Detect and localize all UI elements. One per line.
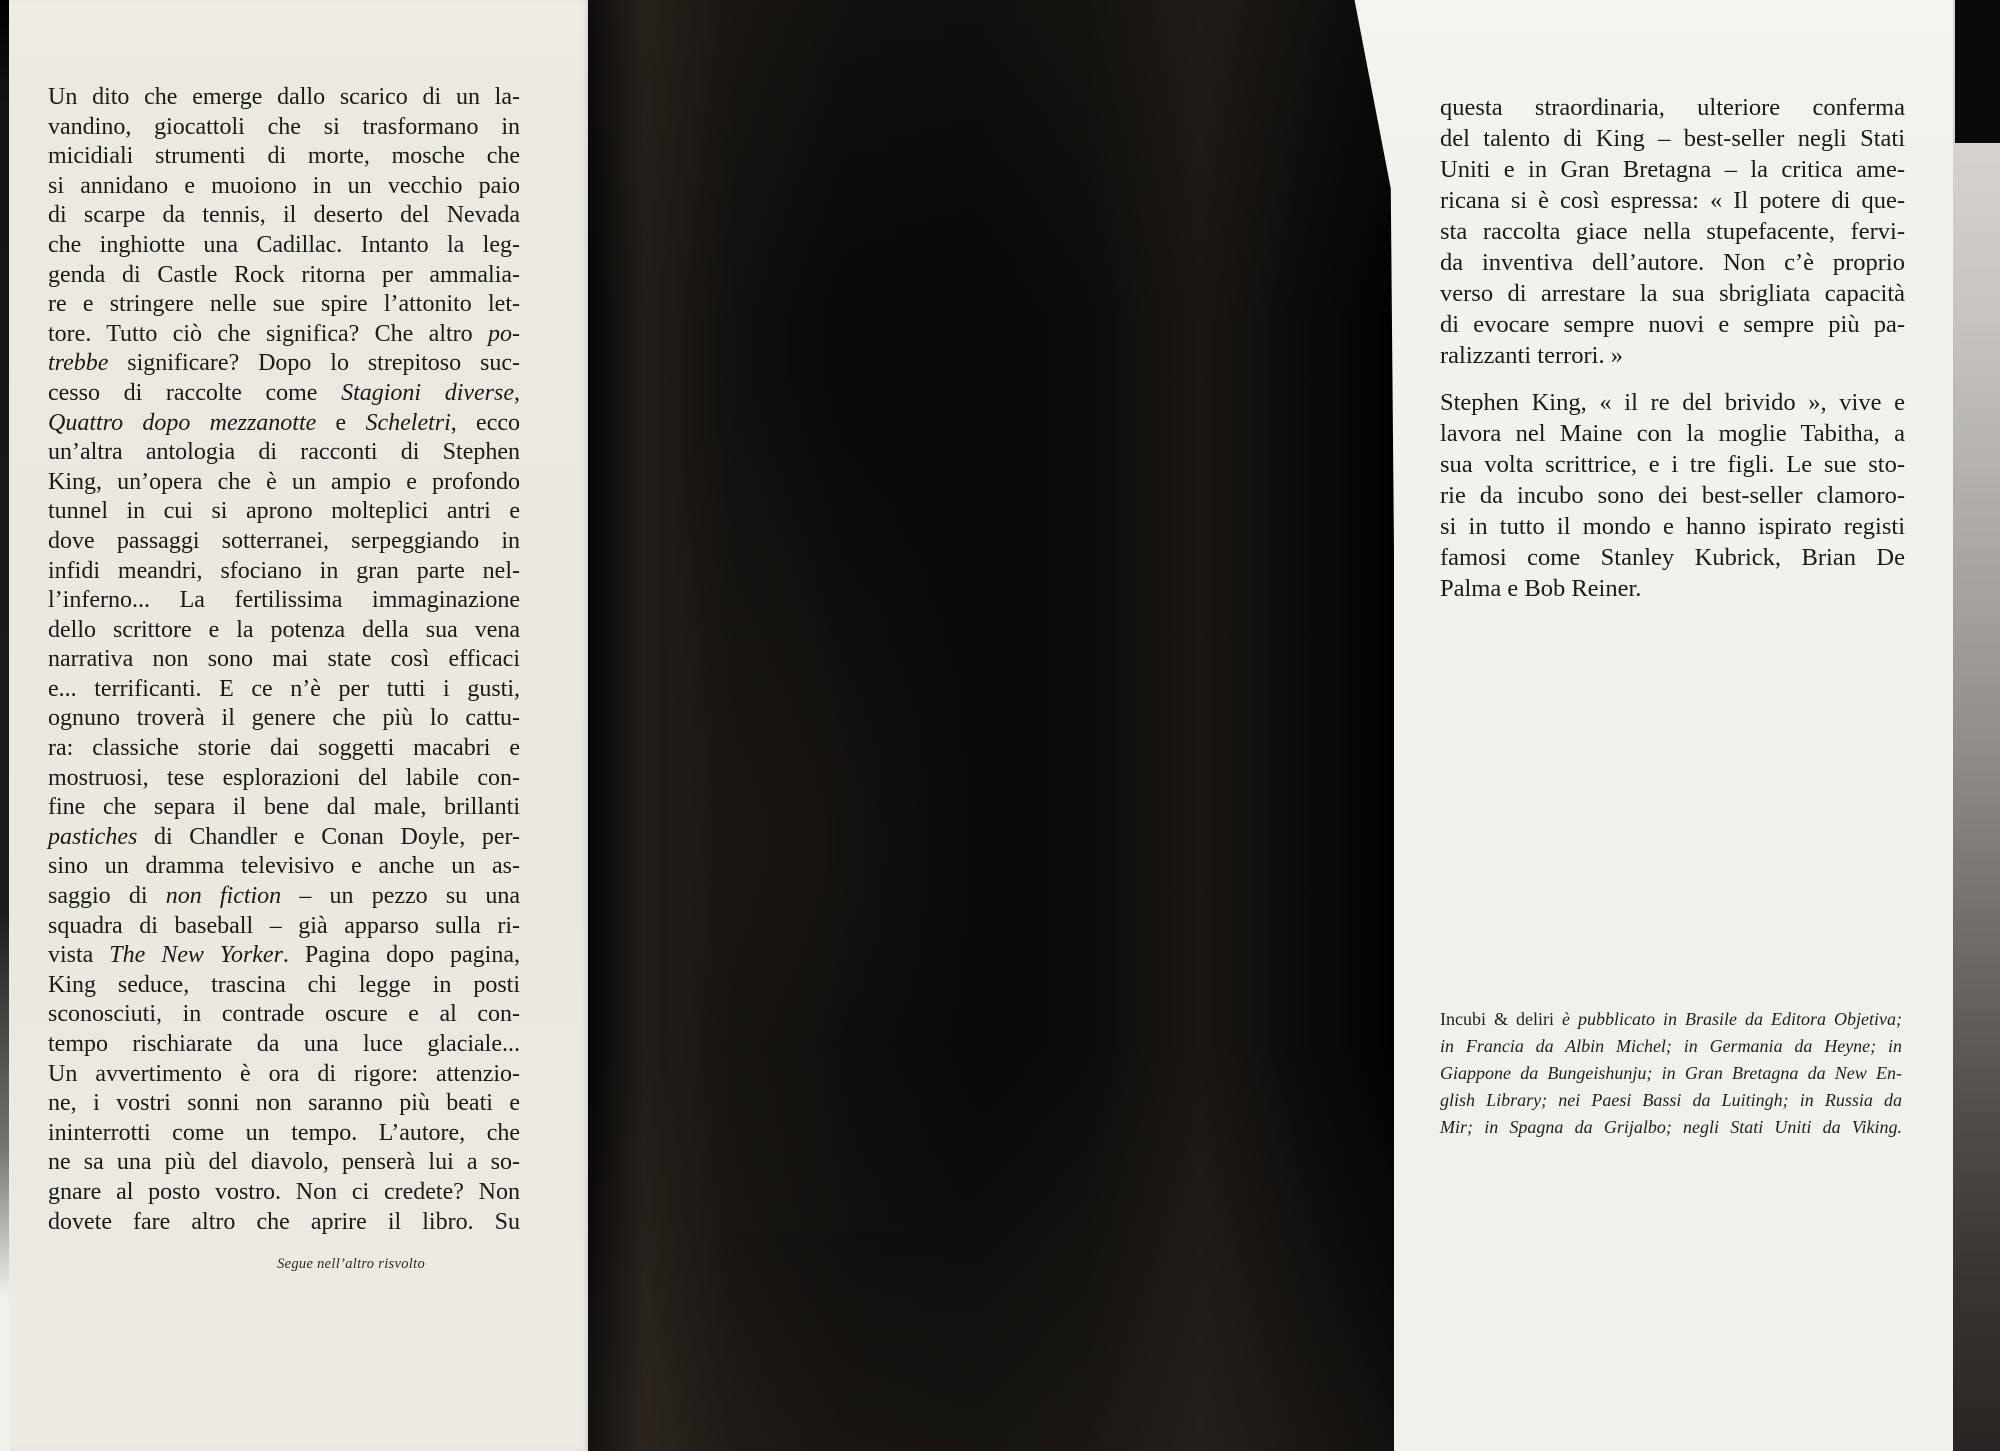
text-line: di evocare sempre nuovi e sempre più pa-: [1440, 311, 1905, 338]
text-line: King, un’opera che è un ampio e profondo: [48, 468, 520, 495]
text-line: dovete fare altro che aprire il libro. Su: [48, 1208, 520, 1235]
text-line: verso di arrestare la sua sbrigliata capacità: [1440, 280, 1905, 307]
text-line: tempo rischiarate da una luce glaciale...: [48, 1031, 520, 1057]
text-line: King seduce, trascina chi legge in posti: [48, 971, 520, 998]
text-line: Giappone da Bungeishunju; in Gran Bretagna da New En-: [1440, 1063, 1902, 1083]
left-flap-blurb: [48, 83, 520, 1237]
right-flap-review: [1440, 92, 1905, 371]
text-line: dove passaggi sotterranei, serpeggiando in: [48, 527, 520, 554]
text-line: ininterrotti come un tempo. L’autore, che: [48, 1119, 520, 1146]
text-line: fine che separa il bene dal male, brillanti: [48, 794, 520, 821]
text-line: si annidano e muoiono in un vecchio paio: [48, 172, 520, 199]
text-line: l’inferno... La fertilissima immaginazione: [48, 587, 520, 614]
text-line: squadra di baseball – già apparso sulla ri-: [48, 912, 520, 939]
right-flap: [1352, 0, 1953, 1451]
text-line: ra: classiche storie dai soggetti macabri e: [48, 735, 520, 762]
text-line: ralizzanti terrori. »: [1440, 342, 1623, 369]
text-line: Un avvertimento è ora di rigore: attenzio-: [48, 1060, 520, 1087]
scan-left-edge: [0, 0, 9, 1300]
text-line: genda di Castle Rock ritorna per ammalia-: [48, 261, 520, 288]
text-line: vandino, giocattoli che si trasformano in: [48, 113, 520, 140]
text-line: cesso di raccolte come Stagioni diverse,: [48, 379, 520, 406]
text-line: re e stringere nelle sue spire l’attonito let-: [48, 291, 520, 318]
text-line: in Francia da Albin Michel; in Germania da Heyne; in: [1440, 1036, 1902, 1056]
text-line: dello scrittore e la potenza della sua vena: [48, 616, 520, 643]
text-line: famosi come Stanley Kubrick, Brian De: [1440, 544, 1905, 571]
text-line: gnare al posto vostro. Non ci credete? Non: [48, 1178, 520, 1205]
text-line: di scarpe da tennis, il deserto del Nevada: [48, 202, 520, 229]
text-line: Un dito che emerge dallo scarico di un la-: [48, 84, 520, 110]
text-line: pastiches di Chandler e Conan Doyle, per-: [48, 823, 520, 850]
text-line: sta raccolta giace nella stupefacente, fervi-: [1440, 218, 1905, 245]
text-line: Stephen King, « il re del brivido », vive e: [1440, 389, 1905, 416]
book-spine: [588, 0, 1394, 1451]
text-line: trebbe significare? Dopo lo strepitoso suc-: [48, 350, 520, 377]
text-line: del talento di King – best-seller negli Stati: [1440, 125, 1905, 152]
text-line: un’altra antologia di racconti di Stephen: [48, 439, 520, 466]
text-line: ne sa una più del diavolo, penserà lui a so-: [48, 1149, 520, 1176]
text-line: tore. Tutto ciò che significa? Che altro po-: [48, 320, 520, 347]
text-line: infidi meandri, sfociano in gran parte nel-: [48, 557, 520, 584]
text-line: mostruosi, tese esplorazioni del labile con-: [48, 764, 520, 791]
text-line: Mir; in Spagna da Grijalbo; negli Stati Uniti da Viking.: [1440, 1117, 1902, 1137]
text-line: lavora nel Maine con la moglie Tabitha, a: [1440, 420, 1905, 447]
text-line: rie da incubo sono dei best-seller clamoro-: [1440, 482, 1905, 509]
left-flap: [9, 0, 590, 1451]
text-line: ognuno troverà il genere che più lo cattu-: [48, 705, 520, 732]
text-line: sconosciuti, in contrade oscure e al con-: [48, 1001, 520, 1028]
right-flap-author-bio: [1440, 387, 1905, 604]
text-line: sino un dramma televisivo e anche un as-: [48, 853, 520, 880]
text-line: saggio di non fiction – un pezzo su una: [48, 883, 521, 910]
text-line: che inghiotte una Cadillac. Intanto la leg-: [48, 231, 520, 258]
spine-sheen: [669, 363, 1032, 1234]
text-line: tunnel in cui si aprono molteplici antri e: [48, 498, 520, 525]
text-line: Incubi & deliri è pubblicato in Brasile da Editora Objetiva;: [1440, 1009, 1902, 1029]
text-line: da inventiva dell’autore. Non c’è proprio: [1440, 249, 1905, 276]
scan-top-right-corner: [1955, 0, 2000, 143]
text-line: narrativa non sono mai state così efficaci: [48, 646, 520, 673]
continuation-note: Segue nell’altro risvolto: [277, 1256, 425, 1272]
text-line: Uniti e in Gran Bretagna – la critica ame-: [1440, 156, 1905, 183]
text-line: glish Library; nei Paesi Bassi da Luitingh; in Russia da: [1440, 1090, 1902, 1110]
text-line: micidiali strumenti di morte, mosche che: [48, 143, 520, 170]
text-line: vista The New Yorker. Pagina dopo pagina,: [48, 942, 521, 969]
back-cover-photo-edge: [1953, 0, 2000, 1451]
publisher-note: [1440, 1006, 1902, 1141]
text-line: questa straordinaria, ulteriore conferma: [1440, 94, 1905, 121]
text-line: Quattro dopo mezzanotte e Scheletri, ecco: [48, 409, 520, 436]
text-line: si in tutto il mondo e hanno ispirato registi: [1440, 513, 1905, 540]
text-line: ne, i vostri sonni non saranno più beati e: [48, 1090, 520, 1117]
text-line: Palma e Bob Reiner.: [1440, 575, 1642, 602]
text-line: sua volta scrittrice, e i tre figli. Le sue sto-: [1440, 451, 1905, 478]
text-line: ricana si è così espressa: « Il potere di que-: [1440, 187, 1905, 214]
text-line: e... terrificanti. E ce n’è per tutti i gusti,: [48, 675, 520, 702]
